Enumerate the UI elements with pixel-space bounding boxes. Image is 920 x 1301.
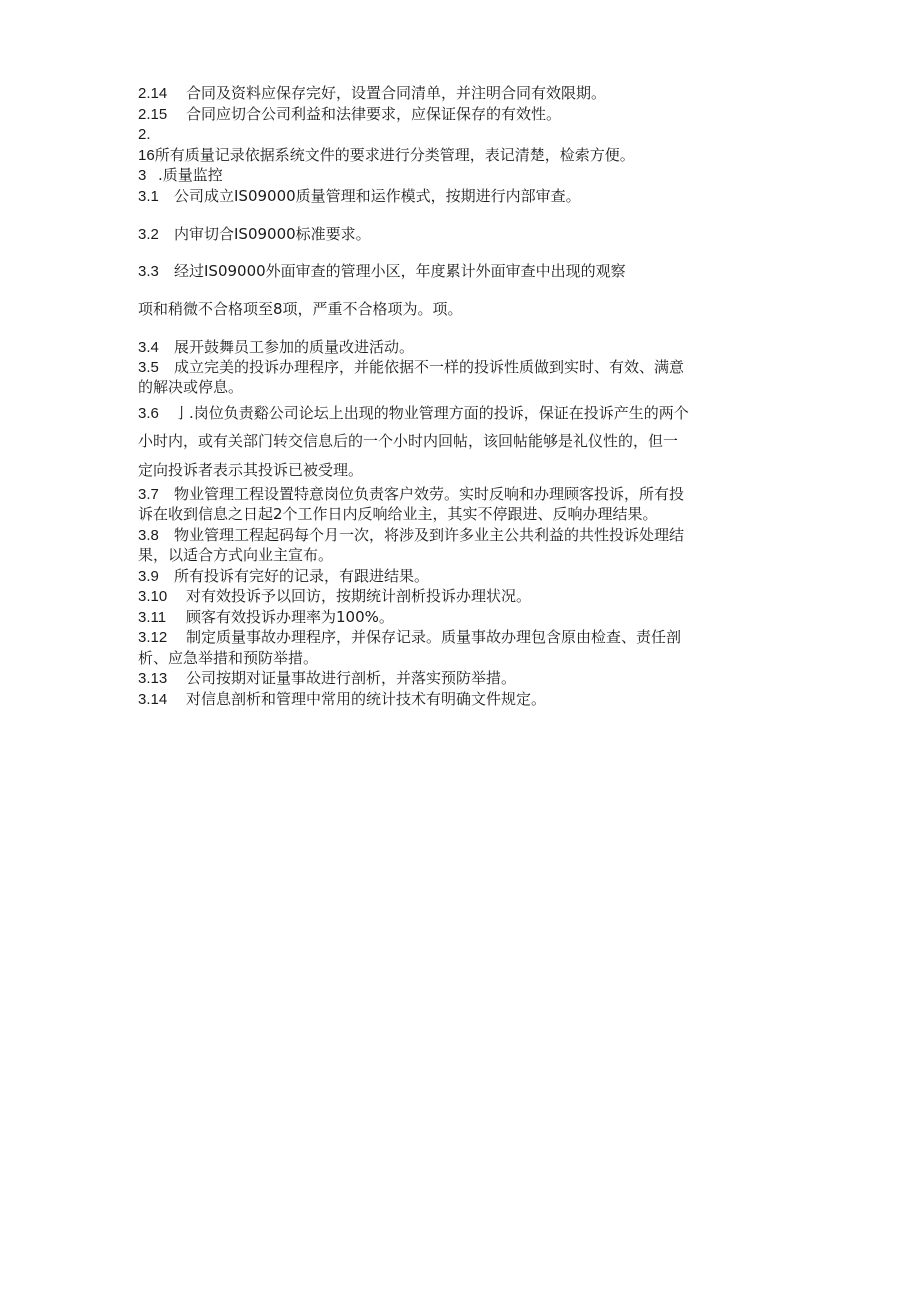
clause-text: 小时内，或有关部门转交信息后的一个小时内回帖，该回帖能够是礼仪性的，但一 xyxy=(138,432,679,450)
section-number: 3 xyxy=(138,167,147,184)
clause-number: 3.2 xyxy=(138,226,159,243)
clause-text: 物业管理工程起码每个月一次，将涉及到许多业主公共利益的共性投诉处理结 xyxy=(174,526,685,544)
clause-number: 3.14 xyxy=(138,691,168,708)
clause-3-8 xyxy=(138,526,684,545)
clause-3-7 xyxy=(138,485,684,504)
clause-text: 展开鼓舞员工参加的质量改进活动。 xyxy=(174,338,415,356)
clause-2-14 xyxy=(138,84,606,103)
section-title: .质量监控 xyxy=(158,166,223,184)
clause-number: 2.14 xyxy=(138,85,168,102)
clause-3-9 xyxy=(138,567,429,586)
clause-text: 对有效投诉予以回访，按期统计剖析投诉办理状况。 xyxy=(186,587,532,605)
clause-number: 3.13 xyxy=(138,670,168,687)
clause-text: 析、应急举措和预防举措。 xyxy=(138,649,319,667)
clause-number: 3.1 xyxy=(138,188,159,205)
clause-text: 经过IS09000外面审查的管理小区，年度累计外面审查中出现的观察 xyxy=(174,262,626,280)
clause-3-14 xyxy=(138,690,546,709)
clause-text: 对信息剖析和管理中常用的统计技术有明确文件规定。 xyxy=(186,690,547,708)
clause-3-8-cont xyxy=(138,546,333,565)
clause-3-6-cont-2 xyxy=(138,461,363,480)
clause-number: 3.7 xyxy=(138,486,159,503)
clause-3-3-cont xyxy=(138,300,463,319)
clause-text: 合同应切合公司利益和法律要求，应保证保存的有效性。 xyxy=(186,105,562,123)
clause-text: 内审切合IS09000标准要求。 xyxy=(174,225,371,243)
clause-text: 所有质量记录依据系统文件的要求进行分类管理，表记清楚，检索方便。 xyxy=(154,146,635,164)
clause-number: 2. xyxy=(138,126,151,143)
clause-3-4 xyxy=(138,338,414,357)
clause-2-15 xyxy=(138,105,561,124)
clause-number: 3.6 xyxy=(138,405,159,422)
clause-3-1 xyxy=(138,187,581,206)
clause-3-13 xyxy=(138,669,516,688)
clause-text: 合同及资料应保存完好，设置合同清单，并注明合同有效限期。 xyxy=(186,84,607,102)
clause-text: 公司成立IS09000质量管理和运作模式，按期进行内部审查。 xyxy=(174,187,581,205)
clause-number: 3.4 xyxy=(138,339,159,356)
clause-text: 物业管理工程设置特意岗位负责客户效劳。实时反响和办理顾客投诉，所有投 xyxy=(174,485,685,503)
clause-3-6-cont-1 xyxy=(138,432,678,451)
clause-text: 的解决或停息。 xyxy=(138,378,244,396)
clause-2-16 xyxy=(138,146,635,165)
clause-3-11 xyxy=(138,608,394,627)
clause-3-10 xyxy=(138,587,531,606)
clause-text: 公司按期对证量事故进行剖析，并落实预防举措。 xyxy=(186,669,517,687)
clause-3-12-cont xyxy=(138,649,318,668)
clause-3-6 xyxy=(138,404,689,423)
clause-3-5-cont xyxy=(138,378,243,397)
clause-text: 定向投诉者表示其投诉已被受理。 xyxy=(138,461,364,479)
clause-text: 果，以适合方式向业主宣布。 xyxy=(138,546,334,564)
section-3-heading xyxy=(138,166,223,185)
clause-text: 成立完美的投诉办理程序，并能依据不一样的投诉性质做到实时、有效、满意 xyxy=(174,358,685,376)
clause-number: 3.12 xyxy=(138,629,168,646)
clause-2-16-prefix xyxy=(138,125,151,144)
clause-number: 16 xyxy=(138,147,155,164)
clause-number: 3.5 xyxy=(138,359,159,376)
clause-text: 项和稍微不合格项至8项，严重不合格项为。项。 xyxy=(138,300,463,318)
clause-text: 制定质量事故办理程序，并保存记录。质量事故办理包含原由检查、责任剖 xyxy=(186,628,682,646)
clause-3-7-cont xyxy=(138,505,658,524)
clause-text: 顾客有效投诉办理率为100%。 xyxy=(186,608,394,626)
clause-number: 3.3 xyxy=(138,263,159,280)
clause-text: 诉在收到信息之日起2个工作日内反响给业主，其实不停跟进、反响办理结果。 xyxy=(138,505,658,523)
clause-number: 3.9 xyxy=(138,568,159,585)
clause-number: 3.10 xyxy=(138,588,168,605)
clause-text: 亅.岗位负责谿公司论坛上出现的物业管理方面的投诉，保证在投诉产生的两个 xyxy=(174,404,689,422)
clause-3-12 xyxy=(138,628,681,647)
clause-3-2 xyxy=(138,225,371,244)
clause-number: 3.11 xyxy=(138,609,167,626)
clause-text: 所有投诉有完好的记录，有跟进结果。 xyxy=(174,567,430,585)
clause-3-3 xyxy=(138,262,626,281)
clause-3-5 xyxy=(138,358,684,377)
clause-number: 2.15 xyxy=(138,106,168,123)
clause-number: 3.8 xyxy=(138,527,159,544)
